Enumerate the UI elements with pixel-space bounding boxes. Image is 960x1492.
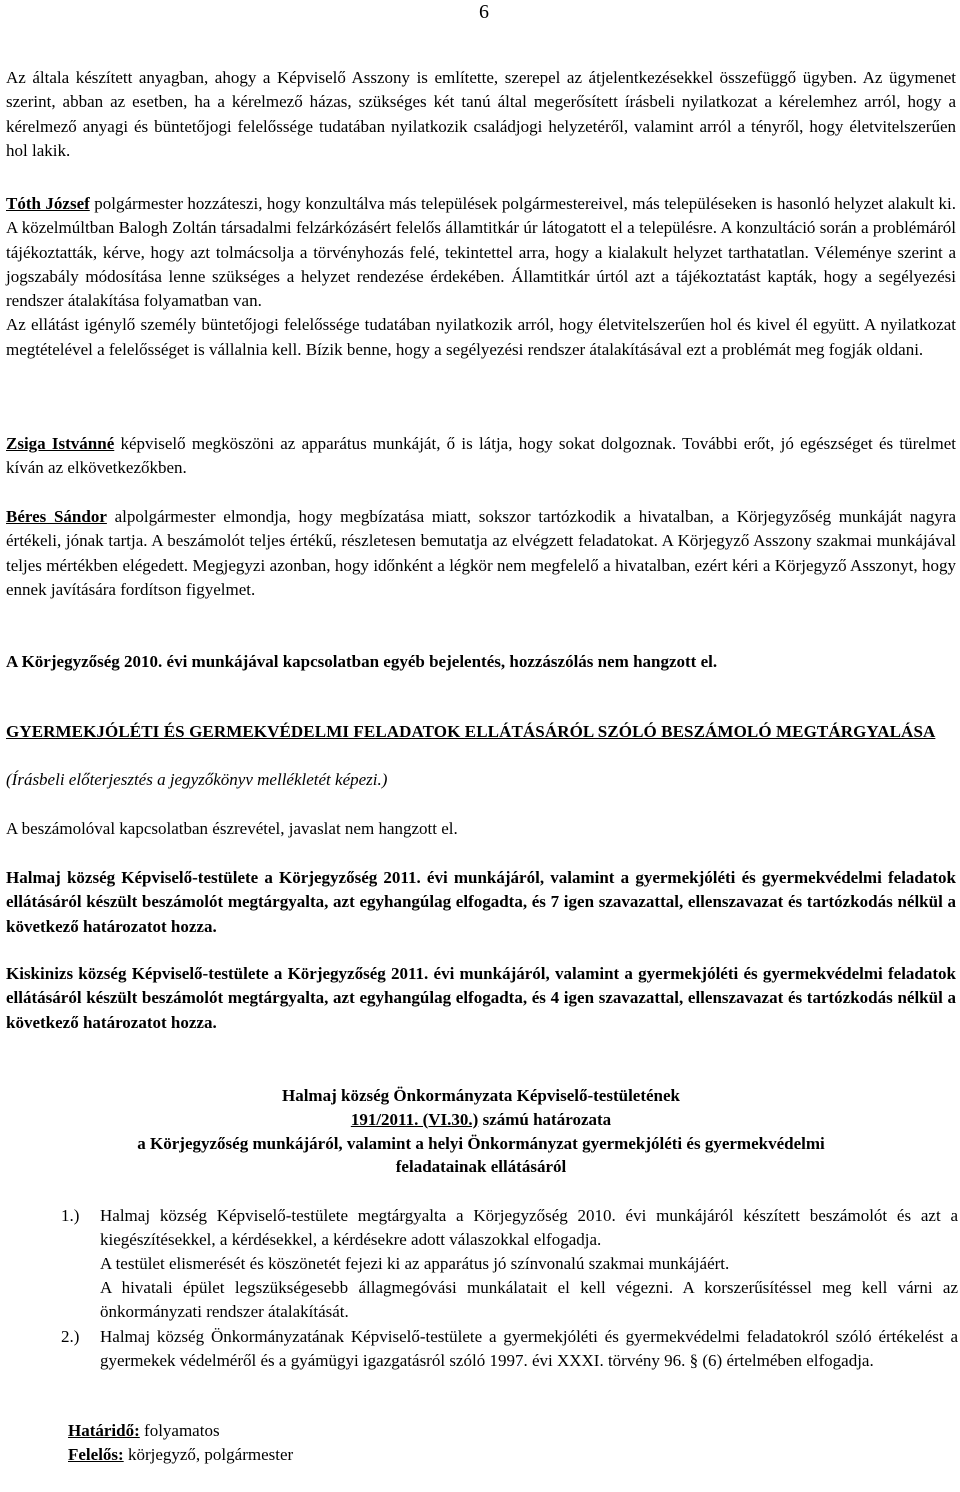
resolution-item-2 <box>61 1325 958 1373</box>
speaker-name: Béres Sándor <box>6 507 107 526</box>
paragraph-no-comments: A Körjegyzőség 2010. évi munkájával kapcsolatban egyéb bejelentés, hozzászólás nem hangzott el. <box>6 652 718 671</box>
resolution-line-3: a Körjegyzőség munkájáról, valamint a helyi Önkormányzat gyermekjóléti és gyermekvédelmi <box>137 1133 825 1153</box>
deadline-label: Határidő: <box>68 1421 140 1440</box>
deadline-line <box>68 1419 220 1443</box>
agenda-heading: GYERMEKJÓLÉTI ÉS GERMEKVÉDELMI FELADATOK ELLÁTÁSÁRÓL SZÓLÓ BESZÁMOLÓ MEGTÁRGYALÁSA <box>6 722 936 741</box>
resolution-title <box>6 1084 956 1179</box>
resolution-line-1: Halmaj község Önkormányzata Képviselő-testületének <box>281 1086 681 1105</box>
paragraph-toth <box>6 192 956 362</box>
paragraph-intro: Az általa készített anyagban, ahogy a Képviselő Asszony is említette, szerepel az átjelentkezésekkel összefüggő ügyben. Az ügymenet szerint, abban az esetben, ha a kérelmező házas, szükséges két tanú által megerősített írásbeli nyilatkozat a kérelemhez arról, hogy a kérelmező anyagi és büntetőjogi felelőssége tudatában nyilatkozik családjogi helyzetéről, valamint arról a tényről, hogy életvitelszerűen hol lakik. <box>6 68 956 160</box>
resolution-item-1 <box>61 1204 958 1324</box>
speaker-text: polgármester hozzáteszi, hogy konzultálva más települések polgármestereivel, más településeken is hasonló helyzet alakult ki. A közelmúltban Balogh Zoltán társadalmi felzárkózásért felelős államtitkár úr látogatott el a településre. A konzultáció során a problémáról tájékoztatták, kérve, hogy azt tolmácsolja a törvényhozás felé, tekintettel arra, hogy a kialakult helyzet tarthatatlan. Véleménye szerint a jogszabály módosítása lenne szükséges a helyzet rendezése érdekében. Államtitkár úrtól azt a tájékoztatást kapták, hogy a segélyezési rendszer átalakítása folyamatban van. <box>6 194 957 311</box>
deadline-value: folyamatos <box>139 1421 220 1440</box>
speaker-text: képviselő megköszöni az apparátus munkáját, ő is látja, hogy sokat dolgoznak. További erőt, jó egészséget és türelmet kíván az elkövetkezőkben. <box>6 434 957 478</box>
paragraph-beres <box>6 505 956 602</box>
item-number: 1.) <box>61 1206 80 1225</box>
resolution-line-2: 191/2011. (VI.30.) számú határozata <box>350 1109 612 1129</box>
responsible-line <box>68 1443 293 1467</box>
responsible-value: körjegyző, polgármester <box>123 1445 294 1464</box>
responsible-label: Felelős: <box>68 1445 124 1464</box>
speaker-name: Zsiga Istvánné <box>6 434 115 453</box>
item-text: Halmaj község Önkormányzatának Képviselő-testülete a gyermekjóléti és gyermekvédelmi feladatokról szóló értékelést a gyermekek védelméről és a gyámügyi igazgatásról szóló 1997. évi XXXI. törvény 96. § (6) értelmében elfogadja. <box>100 1327 958 1370</box>
paragraph-kiskinizs-vote: Kiskinizs község Képviselő-testülete a Körjegyzőség 2011. évi munkájáról, valamint a gyermekjóléti és gyermekvédelmi feladatok ellátásáról készült beszámolót megtárgyalta, azt egyhangúlag elfogadta, és 4 igen szavazattal, ellenszavazat és tartózkodás nélkül a következő határozatot hozza. <box>6 964 956 1032</box>
page-number: 6 <box>479 1 489 23</box>
item-text: Halmaj község Képviselő-testülete megtárgyalta a Körjegyzőség 2010. évi munkájáról készített beszámolót és azt a kiegészítésekkel, a kérdésekkel, a kérdésekre adott válaszokkal elfogadja. A testület elismerését és köszönetét fejezi ki az apparátus jó színvonalú szakmai munkájáért. A hivatali épület legszükségesebb állagmegóvási munkálatait el kell végezni. A korszerűsítéssel meg kell várni az önkormányzati rendszer átalakítását. <box>100 1206 958 1321</box>
resolution-number: 191/2011. (VI.30.) <box>350 1109 479 1129</box>
heading-note: (Írásbeli előterjesztés a jegyzőkönyv mellékletét képezi.) <box>6 770 388 789</box>
resolution-line-4: feladatainak ellátásáról <box>395 1157 567 1177</box>
paragraph-zsiga <box>6 432 956 481</box>
speaker-name: Tóth József <box>6 194 90 213</box>
item-number: 2.) <box>61 1327 80 1346</box>
paragraph-halmaj-vote: Halmaj község Képviselő-testülete a Körjegyzőség 2011. évi munkájáról, valamint a gyermekjóléti és gyermekvédelmi feladatok ellátásáról készült beszámolót megtárgyalta, azt egyhangúlag elfogadta, és 7 igen szavazattal, ellenszavazat és tartózkodás nélkül a következő határozatot hozza. <box>6 868 956 936</box>
speaker-text: alpolgármester elmondja, hogy megbízatása miatt, sokszor tartózkodik a hivatalban, a Körjegyzőség munkáját nagyra értékeli, jónak tartja. A beszámolót teljes értékű, részletesen bemutatja az elvégzett feladatokat. A Körjegyző Asszony szakmai munkájával teljes mértékben elégedett. Megjegyzi azonban, hogy időnként a légkör nem megfelelő a hivatalban, ezért kéri a Körjegyző Asszonyt, hogy ennek javítására fordítson figyelmet. <box>6 507 956 599</box>
paragraph-no-remarks: A beszámolóval kapcsolatban észrevétel, javaslat nem hangzott el. <box>6 819 458 838</box>
speaker-text-continued: Az ellátást igénylő személy büntetőjogi felelőssége tudatában nyilatkozik arról, hogy életvitelszerűen hol és kivel él együtt. A nyilatkozat megtételével a felelősséget is vállalnia kell. Bízik benne, hogy a segélyezési rendszer átalakításával ezt a problémát meg fogják oldani. <box>6 315 956 359</box>
